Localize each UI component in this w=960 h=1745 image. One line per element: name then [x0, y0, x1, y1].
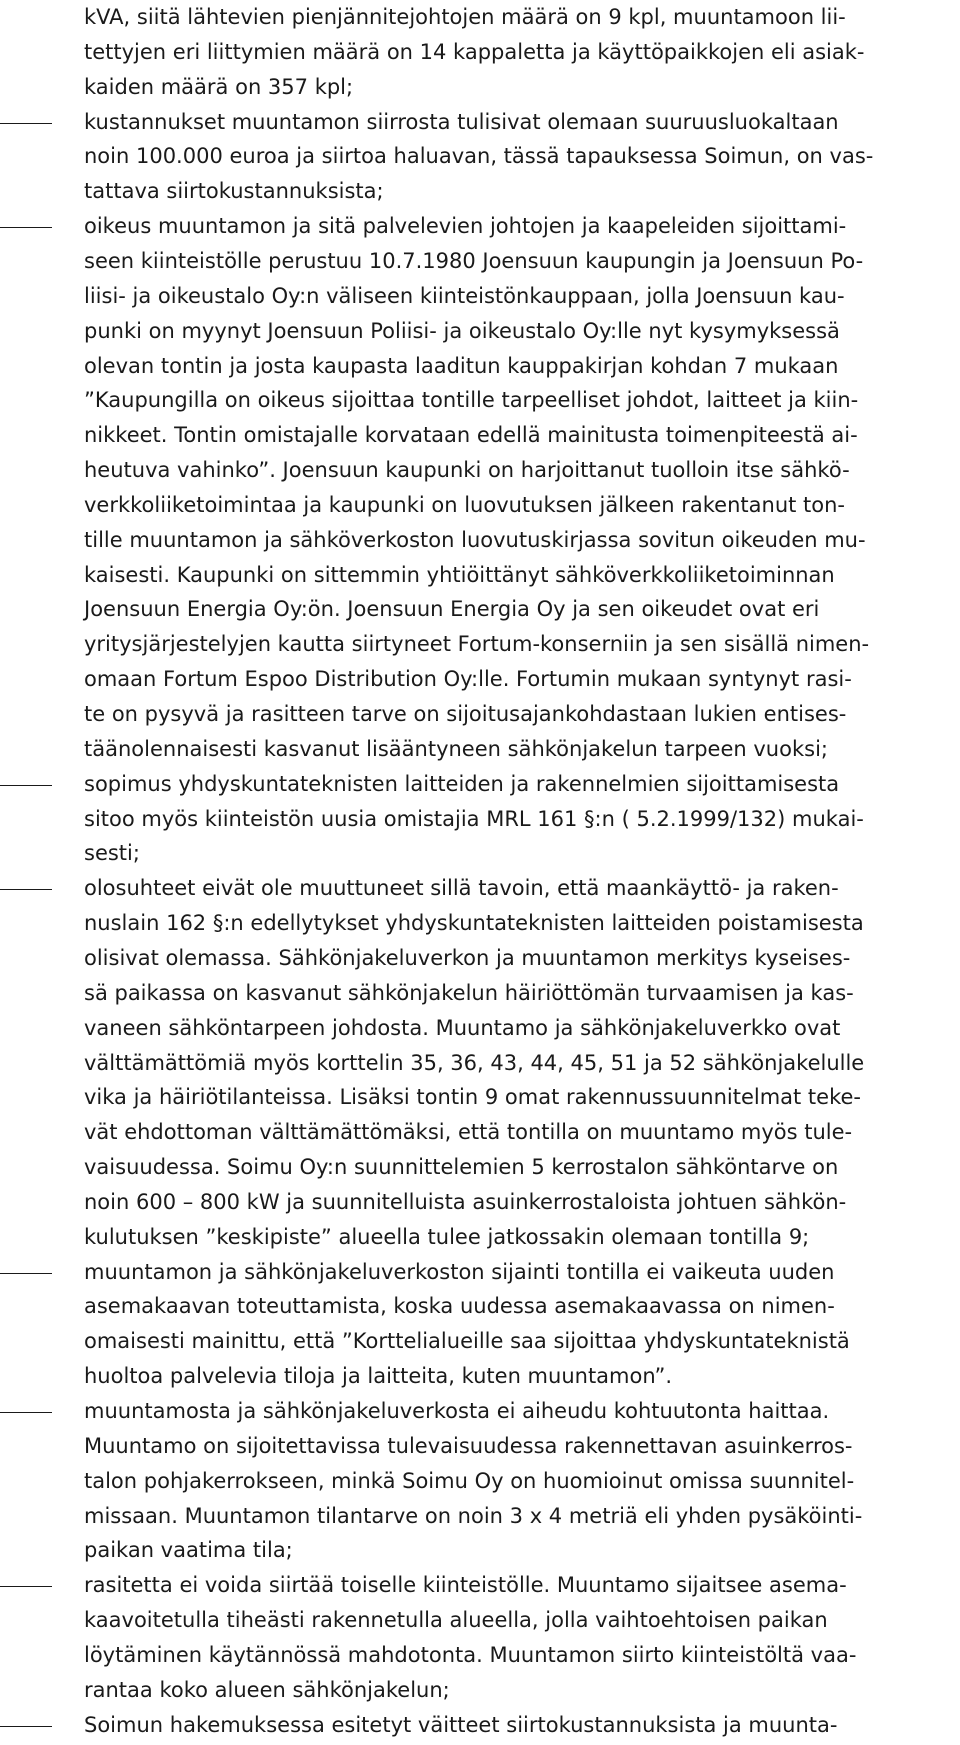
text-line: kaiden määrä on 357 kpl; — [84, 74, 354, 99]
text-line: kustannukset muuntamon siirrosta tulisivat olemaan suuruusluokaltaan — [84, 109, 839, 134]
text-line: punki on myynyt Joensuun Poliisi- ja oikeustalo Oy:lle nyt kysymyksessä — [84, 318, 840, 343]
text-line: sitoo myös kiinteistön uusia omistajia MRL 161 §:n ( 5.2.1999/132) mukai- — [84, 806, 864, 831]
list-item-dash — [0, 1726, 52, 1727]
text-line: asemakaavan toteuttamista, koska uudessa asemakaavassa on nimen- — [84, 1294, 835, 1319]
text-line: seen kiinteistölle perustuu 10.7.1980 Joensuun kaupungin ja Joensuun Po- — [84, 248, 864, 273]
text-line: olisivat olemassa. Sähkönjakeluverkon ja muuntamon merkitys kyseises- — [84, 945, 851, 970]
list-item-dash — [0, 1412, 52, 1413]
text-line: tille muuntamon ja sähköverkoston luovutuskirjassa sovitun oikeuden mu- — [84, 527, 866, 552]
text-line: talon pohjakerrokseen, minkä Soimu Oy on huomioinut omissa suunnitel- — [84, 1468, 855, 1493]
text-line: nuslain 162 §:n edellytykset yhdyskuntateknisten laitteiden poistamisesta — [84, 911, 864, 936]
text-line: verkkoliiketoimintaa ja kaupunki on luovutuksen jälkeen rakentanut ton- — [84, 492, 846, 517]
text-line: löytäminen käytännössä mahdotonta. Muuntamon siirto kiinteistöltä vaa- — [84, 1642, 857, 1667]
text-line: välttämättömiä myös korttelin 35, 36, 43, 44, 45, 51 ja 52 sähkönjakelulle — [84, 1050, 865, 1075]
text-line: kVA, siitä lähtevien pienjännitejohtojen määrä on 9 kpl, muuntamoon lii- — [84, 5, 846, 29]
text-line: sä paikassa on kasvanut sähkönjakelun häiriöttömän turvaamisen ja kas- — [84, 980, 854, 1005]
text-line: omaan Fortum Espoo Distribution Oy:lle. Fortumin mukaan syntynyt rasi- — [84, 667, 852, 692]
text-line: kaavoitetulla tiheästi rakennetulla alueella, jolla vaihtoehtoisen paikan — [84, 1608, 828, 1633]
text-line: sopimus yhdyskuntateknisten laitteiden ja rakennelmien sijoittamisesta — [84, 771, 840, 796]
text-line: ”Kaupungilla on oikeus sijoittaa tontille tarpeelliset johdot, laitteet ja kiin- — [84, 388, 859, 413]
text-line: heutuva vahinko”. Joensuun kaupunki on harjoittanut tuolloin itse sähkö- — [84, 458, 850, 483]
list-item-dash — [0, 1586, 52, 1587]
text-line: rantaa koko alueen sähkönjakelun; — [84, 1677, 450, 1702]
text-line: missaan. Muuntamon tilantarve on noin 3 x 4 metriä eli yhden pysäköinti- — [84, 1503, 863, 1528]
list-item-dash — [0, 889, 52, 890]
text-line: olosuhteet eivät ole muuttuneet sillä tavoin, että maankäyttö- ja raken- — [84, 876, 839, 901]
text-line: huoltoa palvelevia tiloja ja laitteita, kuten muuntamon”. — [84, 1364, 673, 1389]
text-line: oikeus muuntamon ja sitä palvelevien johtojen ja kaapeleiden sijoittami- — [84, 214, 847, 239]
text-line: vaneen sähköntarpeen johdosta. Muuntamo ja sähkönjakeluverkko ovat — [84, 1015, 841, 1040]
text-line: paikan vaatima tila; — [84, 1538, 293, 1563]
text-line: te on pysyvä ja rasitteen tarve on sijoitusajankohdastaan lukien entises- — [84, 702, 847, 726]
list-item-dash — [0, 1273, 52, 1274]
text-line: Muuntamo on sijoitettavissa tulevaisuudessa rakennettavan asuinkerros- — [84, 1433, 853, 1458]
text-line: vaisuudessa. Soimu Oy:n suunnittelemien 5 kerrostalon sähköntarve on — [84, 1155, 839, 1180]
list-item-dash — [0, 227, 52, 228]
text-line: sesti; — [84, 841, 140, 866]
text-line: muuntamosta ja sähkönjakeluverkosta ei aiheudu kohtuutonta haittaa. — [84, 1399, 830, 1423]
text-line: nikkeet. Tontin omistajalle korvataan edellä mainitusta toimenpiteestä ai- — [84, 423, 858, 448]
text-line: Joensuun Energia Oy:ön. Joensuun Energia Oy ja sen oikeudet ovat eri — [84, 597, 820, 622]
text-line: vika ja häiriötilanteissa. Lisäksi tontin 9 omat rakennussuunnitelmat teke- — [84, 1085, 861, 1110]
list-item-dash — [0, 785, 52, 786]
text-line: rasitetta ei voida siirtää toiselle kiinteistölle. Muuntamo sijaitsee asema- — [84, 1573, 847, 1598]
text-line: kaisesti. Kaupunki on sittemmin yhtiöittänyt sähköverkkoliiketoiminnan — [84, 562, 835, 587]
text-line: muuntamon ja sähkönjakeluverkoston sijainti tontilla ei vaikeuta uuden — [84, 1259, 835, 1284]
text-line: noin 600 – 800 kW ja suunnitelluista asuinkerrostaloista johtuen sähkön- — [84, 1189, 847, 1214]
text-line: liisi- ja oikeustalo Oy:n väliseen kiinteistönkauppaan, jolla Joensuun kau- — [84, 283, 845, 308]
text-line: täänolennaisesti kasvanut lisääntyneen sähkönjakelun tarpeen vuoksi; — [84, 736, 828, 761]
text-line: tattava siirtokustannuksista; — [84, 179, 384, 204]
text-line: kulutuksen ”keskipiste” alueella tulee jatkossakin olemaan tontilla 9; — [84, 1224, 810, 1249]
text-line: omaisesti mainittu, että ”Korttelialueille saa sijoittaa yhdyskuntateknistä — [84, 1329, 850, 1354]
text-line: yritysjärjestelyjen kautta siirtyneet Fortum-konserniin ja sen sisällä nimen- — [84, 632, 870, 657]
text-line: vät ehdottoman välttämättömäksi, että tontilla on muuntamo myös tule- — [84, 1120, 853, 1145]
text-line: olevan tontin ja josta kaupasta laaditun kauppakirjan kohdan 7 mukaan — [84, 353, 839, 378]
text-line: Soimun hakemuksessa esitetyt väitteet siirtokustannuksista ja muunta- — [84, 1712, 838, 1737]
text-line: noin 100.000 euroa ja siirtoa haluavan, tässä tapauksessa Soimun, on vas- — [84, 144, 874, 169]
text-line: tettyjen eri liittymien määrä on 14 kappaletta ja käyttöpaikkojen eli asiak- — [84, 39, 865, 64]
list-item-dash — [0, 123, 52, 124]
